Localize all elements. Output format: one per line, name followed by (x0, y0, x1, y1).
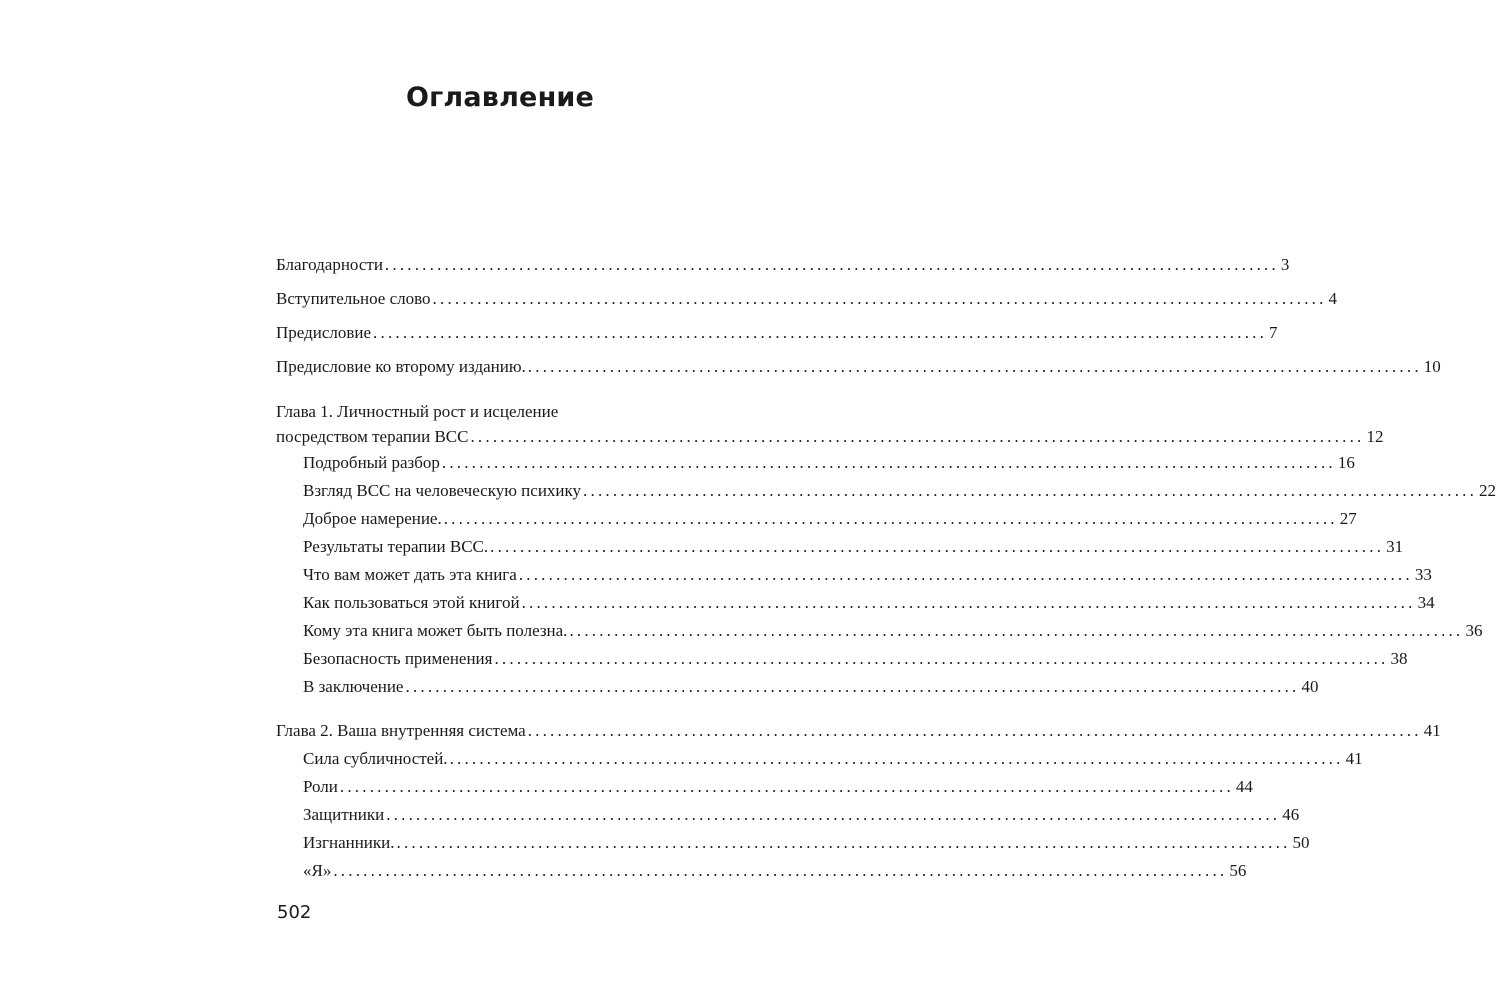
leader-dots: ........................................................................................................................ (386, 805, 1281, 824)
toc-section-entry[interactable] (276, 449, 1355, 477)
toc-section-entry[interactable] (276, 477, 1496, 505)
leader-dots: ........................................................................................................................ (449, 749, 1344, 768)
leader-dots: ........................................................................................................................ (518, 565, 1413, 584)
page-number: 502 (277, 902, 312, 923)
toc-entry-page: 36 (1465, 621, 1483, 640)
toc-entry-label: Доброе намерение. (303, 509, 442, 528)
toc-entry-page: 16 (1337, 453, 1355, 472)
toc-chapter-2[interactable] (276, 717, 1441, 745)
leader-dots: ........................................................................................................................ (583, 481, 1478, 500)
toc-entry-label: посредством терапии ВСС (276, 427, 469, 446)
toc-section-entry[interactable] (276, 673, 1319, 701)
toc-entry-page: 38 (1390, 649, 1408, 668)
toc-entry-page: 34 (1417, 593, 1435, 612)
toc-entry-label: Что вам может дать эта книга (303, 565, 517, 584)
toc-entry-acknowledgements[interactable] (276, 251, 1290, 279)
leader-dots: ........................................................................................................................ (521, 593, 1416, 612)
toc-entry-label: Как пользоваться этой книгой (303, 593, 520, 612)
toc-entry-page: 50 (1292, 833, 1310, 852)
toc-chapter-1-title-line-1[interactable]: Глава 1. Личностный рост и исцеление (276, 402, 559, 421)
toc-section-entry[interactable] (276, 645, 1408, 673)
toc-entry-label: Предисловие (276, 323, 372, 342)
toc-section-entry[interactable] (276, 857, 1247, 885)
toc-entry-page: 4 (1328, 289, 1338, 308)
toc-entry-page: 7 (1269, 323, 1278, 342)
toc-entry-label: Глава 2. Ваша внутренняя система (276, 721, 526, 740)
leader-dots: ........................................................................................................................ (527, 721, 1422, 740)
leader-dots: ........................................................................................................................ (490, 537, 1385, 556)
toc-entry-page: 41 (1345, 749, 1363, 768)
toc-entry-label: Благодарности (276, 255, 383, 274)
toc-entry-label: «Я» (303, 861, 332, 880)
toc-entry-page: 22 (1479, 481, 1496, 500)
leader-dots: ........................................................................................................................ (373, 323, 1268, 342)
toc-entry-label: Подробный разбор (303, 453, 440, 472)
toc-section-entry[interactable] (276, 589, 1435, 617)
leader-dots: ........................................................................................................................ (339, 777, 1234, 796)
toc-entry-label: Изгнанники. (303, 833, 395, 852)
leader-dots: ........................................................................................................................ (527, 357, 1422, 376)
toc-entry-page: 3 (1280, 255, 1290, 274)
toc-chapter-1[interactable] (276, 425, 1384, 449)
leader-dots: ........................................................................................................................ (432, 289, 1327, 308)
toc-entry-label: Защитники (303, 805, 385, 824)
toc-entry-page: 12 (1366, 427, 1384, 446)
leader-dots: ........................................................................................................................ (470, 427, 1365, 446)
toc-entry-label: Взгляд ВСС на человеческую психику (303, 481, 582, 500)
toc-section-entry[interactable] (276, 829, 1310, 857)
toc-entry-label: Результаты терапии ВСС. (303, 537, 489, 556)
toc-entry-label: Сила субличностей. (303, 749, 448, 768)
toc-entry-page: 33 (1414, 565, 1432, 584)
toc-entry-page: 31 (1386, 537, 1404, 556)
toc-entry-page: 56 (1229, 861, 1247, 880)
toc-entry-page: 40 (1301, 677, 1319, 696)
toc-section-entry[interactable] (276, 505, 1357, 533)
toc-section-entry[interactable] (276, 533, 1404, 561)
toc-entry-label: В заключение (303, 677, 404, 696)
toc-entry-page: 46 (1282, 805, 1300, 824)
leader-dots: ........................................................................................................................ (441, 453, 1336, 472)
toc-entry-label: Безопасность применения (303, 649, 493, 668)
leader-dots: ........................................................................................................................ (396, 833, 1291, 852)
toc-section-entry[interactable] (276, 561, 1432, 589)
toc-entry-label: Предисловие ко второму изданию. (276, 357, 526, 376)
toc-entry-label: Кому эта книга может быть полезна. (303, 621, 568, 640)
leader-dots: ........................................................................................................................ (494, 649, 1389, 668)
toc-section-entry[interactable] (276, 801, 1300, 829)
toc-entry-introductory-word[interactable] (276, 285, 1338, 313)
toc-section-entry[interactable] (276, 745, 1363, 773)
toc-entry-label: Роли (303, 777, 338, 796)
leader-dots: ........................................................................................................................ (384, 255, 1279, 274)
toc-entry-page: 27 (1339, 509, 1357, 528)
toc-entry-page: 10 (1423, 357, 1441, 376)
toc-entry-page: 41 (1423, 721, 1441, 740)
toc-entry-preface-second-edition[interactable] (276, 353, 1441, 381)
table-of-contents (276, 251, 1496, 885)
leader-dots: ........................................................................................................................ (443, 509, 1338, 528)
toc-section-entry[interactable] (276, 773, 1253, 801)
toc-section-entry[interactable] (276, 617, 1483, 645)
leader-dots: ........................................................................................................................ (569, 621, 1464, 640)
toc-entry-page: 44 (1235, 777, 1253, 796)
toc-entry-preface[interactable] (276, 319, 1278, 347)
leader-dots: ........................................................................................................................ (333, 861, 1228, 880)
leader-dots: ........................................................................................................................ (405, 677, 1300, 696)
page-title: Оглавление (405, 82, 595, 113)
toc-entry-label: Вступительное слово (276, 289, 431, 308)
